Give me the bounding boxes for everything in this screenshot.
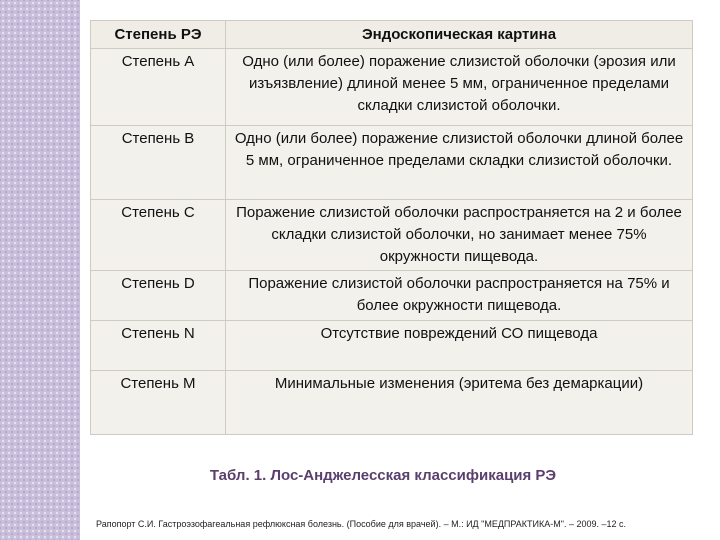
description-cell: Поражение слизистой оболочки распространяется на 2 и более складки слизистой оболочки, но занимает менее 75% окружности пищевода.	[226, 200, 693, 271]
description-cell: Отсутствие повреждений СО пищевода	[226, 321, 693, 371]
classification-table	[90, 20, 693, 435]
description-cell: Поражение слизистой оболочки распространяется на 75% и более окружности пищевода.	[226, 271, 693, 321]
grade-cell: Степень М	[91, 371, 226, 435]
table-row	[91, 321, 693, 371]
table-row	[91, 49, 693, 126]
description-cell: Одно (или более) поражение слизистой оболочки (эрозия или изъязвление) длиной менее 5 мм, ограниченное пределами складки слизистой оболочки.	[226, 49, 693, 126]
grade-cell: Степень С	[91, 200, 226, 271]
grade-cell: Степень N	[91, 321, 226, 371]
column-header-endoscopic-picture: Эндоскопическая картина	[226, 21, 693, 49]
decorative-side-band	[0, 0, 80, 540]
column-header-grade: Степень РЭ	[91, 21, 226, 49]
table-row	[91, 271, 693, 321]
description-cell: Одно (или более) поражение слизистой оболочки длиной более 5 мм, ограниченное пределами складки слизистой оболочки.	[226, 126, 693, 200]
table-caption: Табл. 1. Лос-Анджелесская классификация РЭ	[209, 467, 557, 484]
grade-cell: Степень В	[91, 126, 226, 200]
table-row	[91, 371, 693, 435]
grade-cell: Степень А	[91, 49, 226, 126]
table-row	[91, 200, 693, 271]
table-header-row	[91, 21, 693, 49]
grade-cell: Степень D	[91, 271, 226, 321]
source-footnote: Рапопорт С.И. Гастроэзофагеальная рефлюксная болезнь. (Пособие для врачей). – М.: ИД "МЕДПРАКТИКА-М". – 2009. –12 с.	[96, 519, 626, 529]
table-row	[91, 126, 693, 200]
description-cell: Минимальные изменения (эритема без демаркации)	[226, 371, 693, 435]
